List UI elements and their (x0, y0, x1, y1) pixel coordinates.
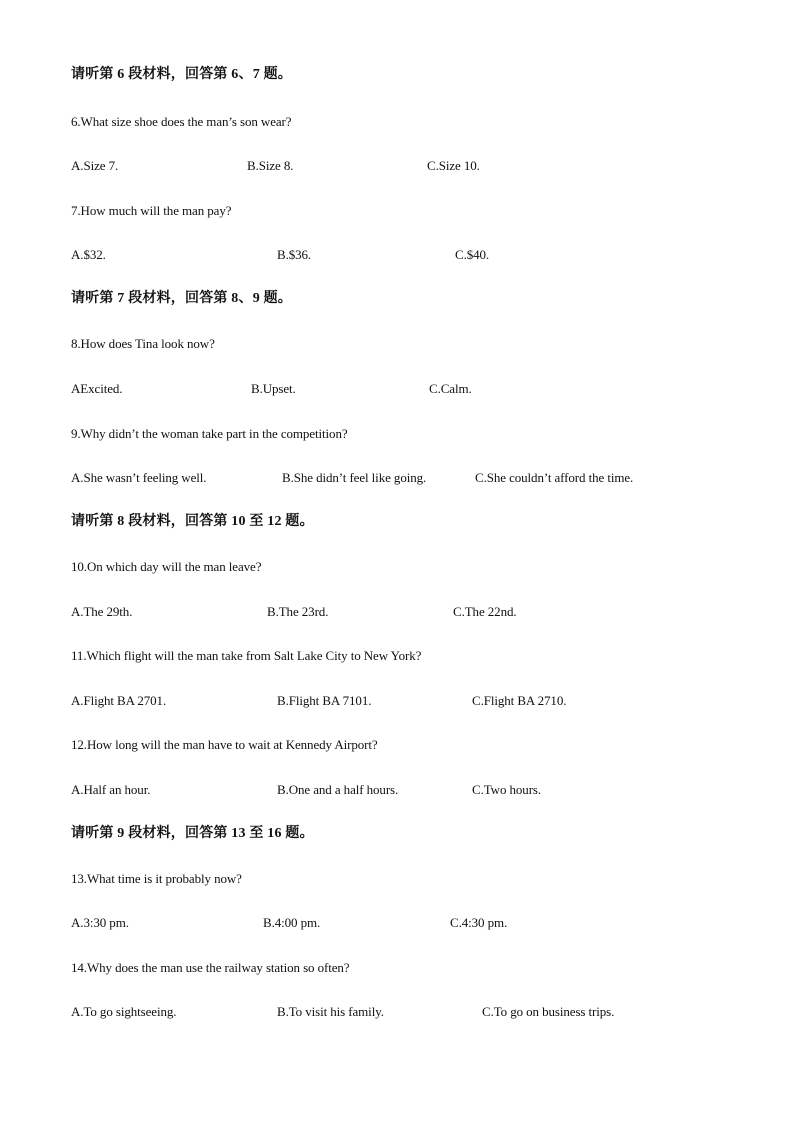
section-heading: 请听第 9 段材料，回答第 13 至 16 题。 (71, 826, 314, 841)
option-b: B.The 23rd. (267, 604, 329, 619)
question-stem: 8.How does Tina look now? (71, 336, 215, 351)
option-b: B.Upset. (251, 381, 296, 396)
option-a: AExcited. (71, 381, 123, 396)
option-a: A.Half an hour. (71, 782, 151, 797)
options-row (71, 1004, 721, 1020)
option-c: C.$40. (455, 247, 490, 262)
option-c: C.She couldn’t afford the time. (475, 470, 634, 485)
option-a: A.The 29th. (71, 604, 133, 619)
option-a: A.Size 7. (71, 158, 119, 173)
question-stem: 7.How much will the man pay? (71, 203, 232, 218)
option-a: A.To go sightseeing. (71, 1004, 177, 1019)
question-stem: 13.What time is it probably now? (71, 871, 242, 886)
options-row (71, 693, 721, 709)
option-b: B.$36. (277, 247, 312, 262)
option-b: B.One and a half hours. (277, 782, 399, 797)
options-row (71, 782, 721, 798)
question-stem: 11.Which flight will the man take from Salt Lake City to New York? (71, 648, 422, 663)
option-c: C.The 22nd. (453, 604, 517, 619)
question-stem: 12.How long will the man have to wait at Kennedy Airport? (71, 737, 378, 752)
options-row (71, 915, 721, 931)
option-b: B.She didn’t feel like going. (282, 470, 427, 485)
option-c: C.Two hours. (472, 782, 542, 797)
option-a: A.Flight BA 2701. (71, 693, 167, 708)
option-a: A.$32. (71, 247, 106, 262)
option-a: A.3:30 pm. (71, 915, 129, 930)
section-heading: 请听第 8 段材料，回答第 10 至 12 题。 (71, 514, 314, 529)
options-row (71, 247, 721, 263)
option-b: B.Size 8. (247, 158, 294, 173)
option-a: A.She wasn’t feeling well. (71, 470, 207, 485)
question-stem: 14.Why does the man use the railway station so often? (71, 960, 350, 975)
options-row (71, 604, 721, 620)
options-row (71, 158, 721, 174)
option-b: B.To visit his family. (277, 1004, 384, 1019)
options-row (71, 381, 721, 397)
option-b: B.Flight BA 7101. (277, 693, 372, 708)
option-c: C.Calm. (429, 381, 472, 396)
question-stem: 10.On which day will the man leave? (71, 559, 262, 574)
section-heading: 请听第 6 段材料，回答第 6、7 题。 (71, 67, 292, 82)
question-stem: 9.Why didn’t the woman take part in the competition? (71, 426, 348, 441)
option-c: C.Size 10. (427, 158, 480, 173)
option-c: C.Flight BA 2710. (472, 693, 567, 708)
option-c: C.To go on business trips. (482, 1004, 615, 1019)
option-b: B.4:00 pm. (263, 915, 321, 930)
section-heading: 请听第 7 段材料，回答第 8、9 题。 (71, 291, 292, 306)
option-c: C.4:30 pm. (450, 915, 508, 930)
question-stem: 6.What size shoe does the man’s son wear? (71, 114, 292, 129)
options-row (71, 470, 721, 486)
